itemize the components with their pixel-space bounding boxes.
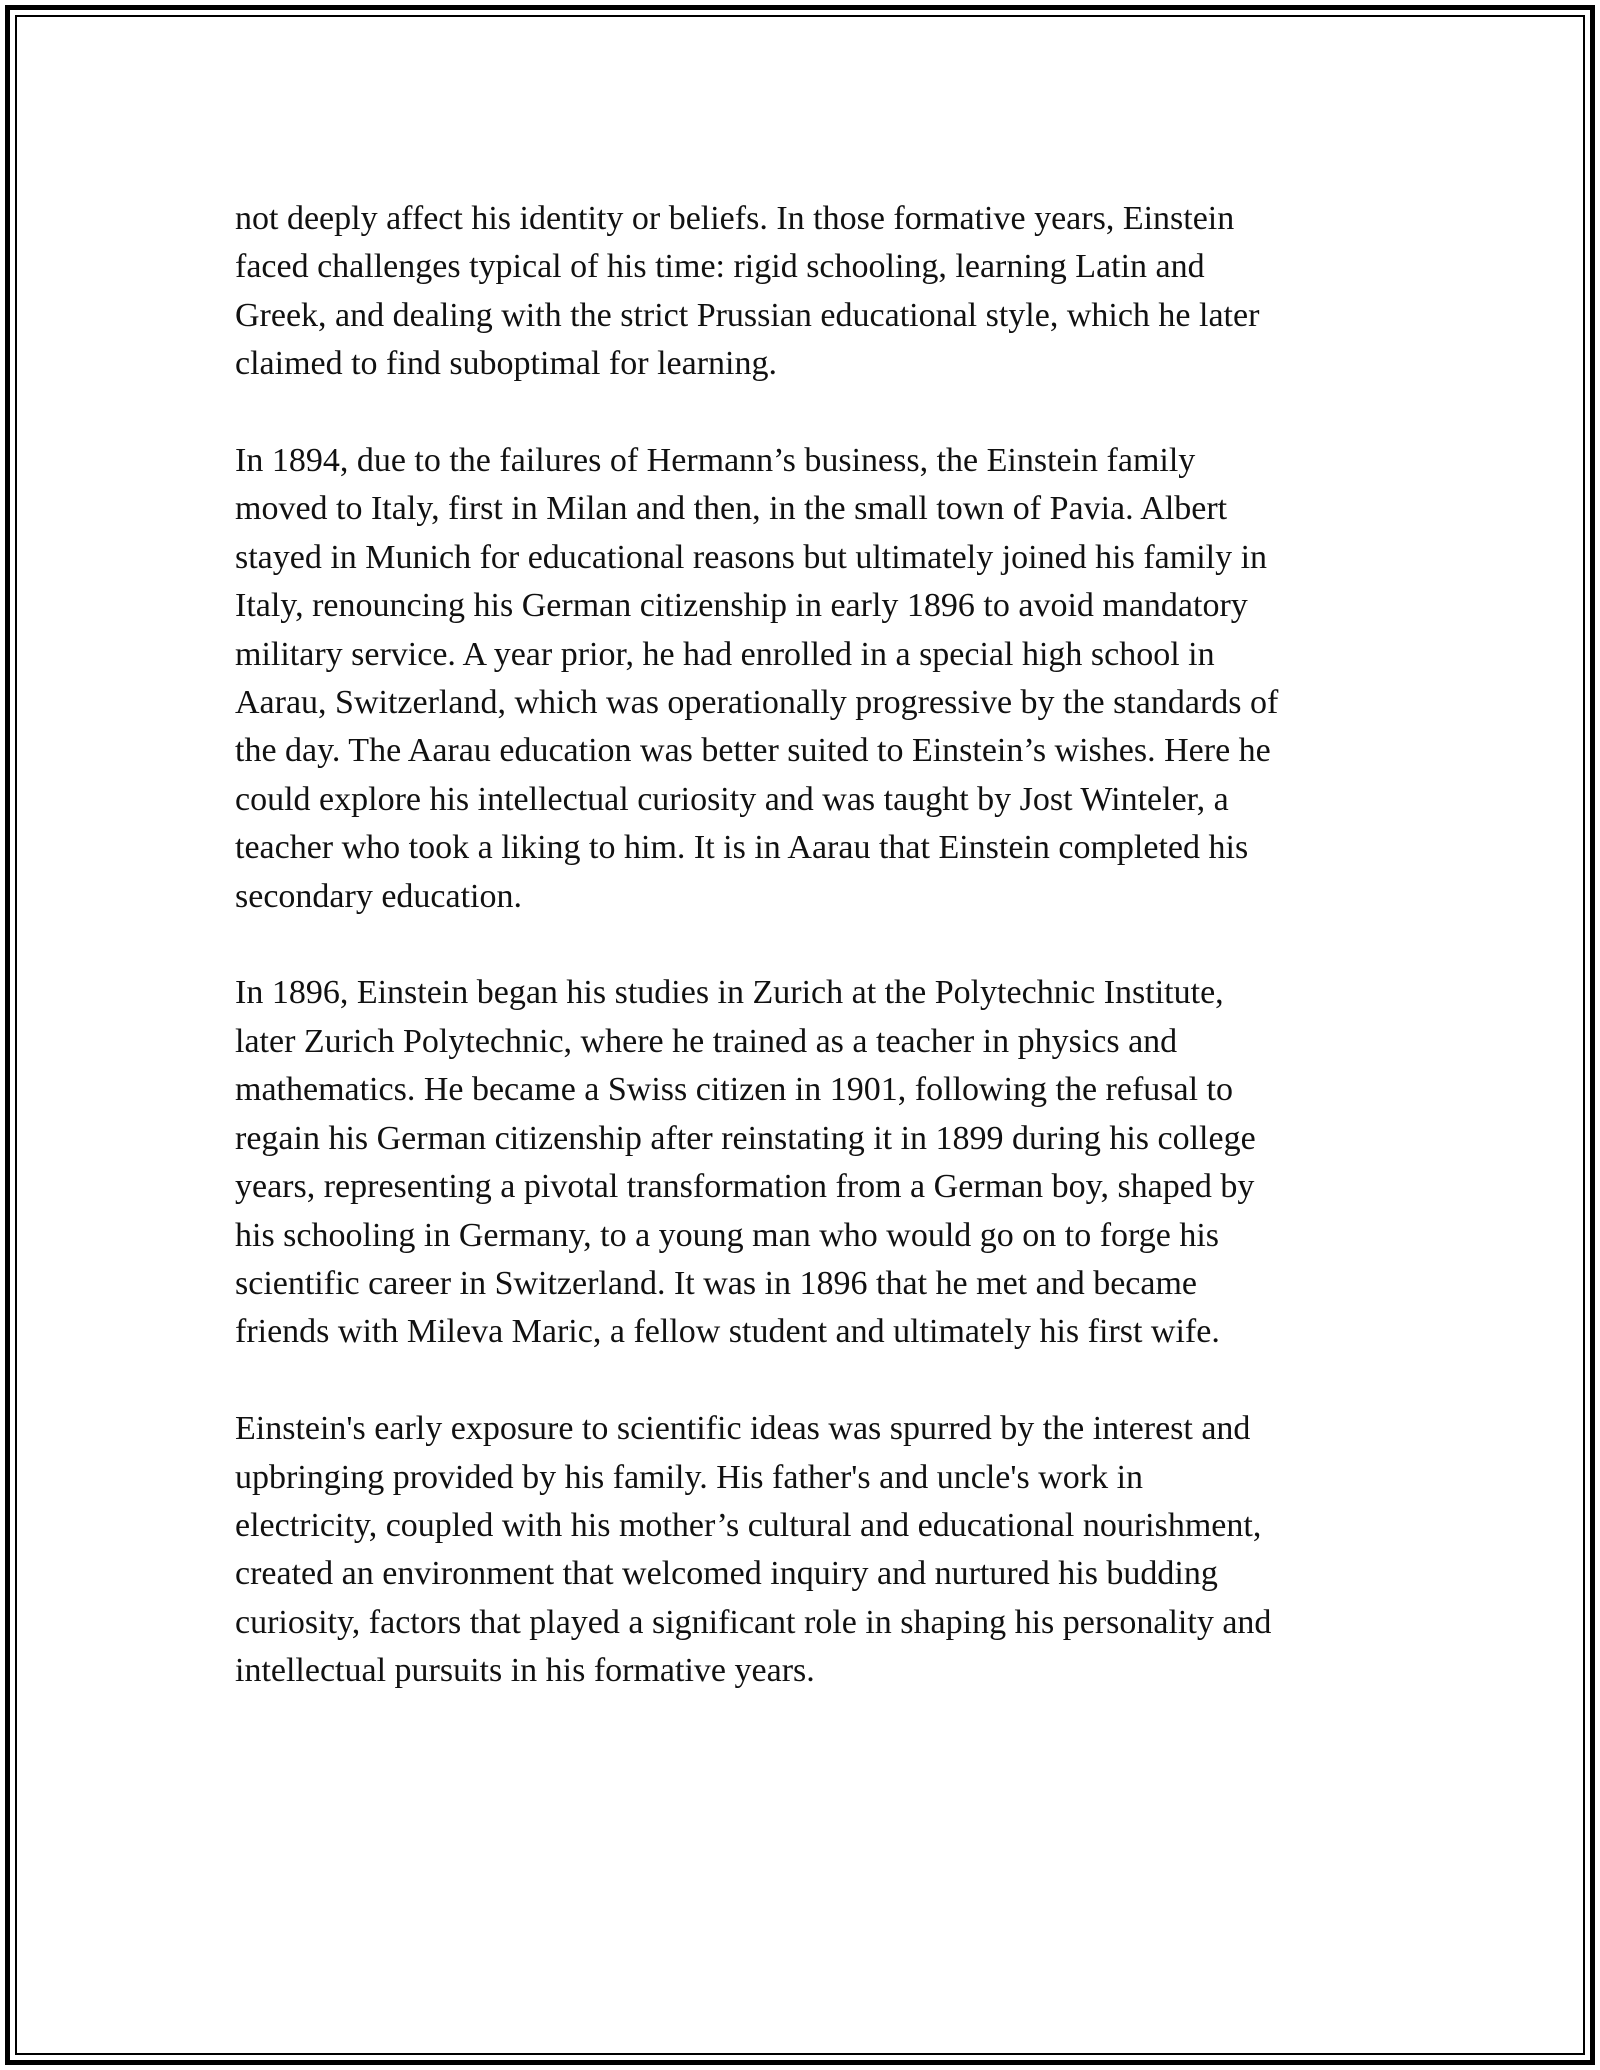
paragraph-line: Italy, renouncing his German citizenship in early 1896 to avoid mandatory xyxy=(235,587,1248,625)
paragraph-line: stayed in Munich for educational reasons but ultimately joined his family in xyxy=(235,538,1268,576)
paragraph-line: curiosity, factors that played a significant role in shaping his personality and xyxy=(235,1603,1272,1641)
paragraph-line: teacher who took a liking to him. It is in Aarau that Einstein completed his xyxy=(235,829,1249,867)
page-frame xyxy=(5,5,1595,2065)
paragraph-line: years, representing a pivotal transformation from a German boy, shaped by xyxy=(235,1168,1255,1206)
paragraph-line: friends with Mileva Maric, a fellow student and ultimately his first wife. xyxy=(235,1313,1220,1351)
paragraph-line: could explore his intellectual curiosity and was taught by Jost Winteler, a xyxy=(235,780,1229,818)
paragraph-line: upbringing provided by his family. His father's and uncle's work in xyxy=(235,1458,1144,1496)
paragraph-1 xyxy=(235,195,1380,389)
paragraph-line: regain his German citizenship after reinstating it in 1899 during his college xyxy=(235,1119,1256,1157)
document-body xyxy=(235,195,1380,1696)
paragraph-line: created an environment that welcomed inquiry and nurtured his budding xyxy=(235,1555,1218,1593)
paragraph-line: Greek, and dealing with the strict Prussian educational style, which he later xyxy=(235,296,1260,334)
paragraph-3 xyxy=(235,969,1380,1356)
paragraph-line: not deeply affect his identity or beliefs. In those formative years, Einstein xyxy=(235,200,1235,237)
paragraph-line: Aarau, Switzerland, which was operationally progressive by the standards of xyxy=(235,684,1279,722)
paragraph-line: faced challenges typical of his time: rigid schooling, learning Latin and xyxy=(235,248,1205,286)
paragraph-line: intellectual pursuits in his formative years. xyxy=(235,1652,815,1690)
paragraph-line: secondary education. xyxy=(235,877,522,915)
paragraph-line: electricity, coupled with his mother’s cultural and educational nourishment, xyxy=(235,1506,1262,1544)
paragraph-line: moved to Italy, first in Milan and then, in the small town of Pavia. Albert xyxy=(235,490,1228,528)
paragraph-line: mathematics. He became a Swiss citizen in 1901, following the refusal to xyxy=(235,1071,1234,1109)
paragraph-2 xyxy=(235,437,1380,921)
paragraph-line: claimed to find suboptimal for learning. xyxy=(235,345,777,383)
paragraph-line: the day. The Aarau education was better suited to Einstein’s wishes. Here he xyxy=(235,732,1271,770)
paragraph-line: later Zurich Polytechnic, where he trained as a teacher in physics and xyxy=(235,1022,1178,1060)
paragraph-4 xyxy=(235,1405,1380,1695)
paragraph-line: Einstein's early exposure to scientific ideas was spurred by the interest and xyxy=(235,1410,1251,1448)
paragraph-line: his schooling in Germany, to a young man who would go on to forge his xyxy=(235,1216,1220,1254)
paragraph-line: In 1894, due to the failures of Hermann’s business, the Einstein family xyxy=(235,442,1196,480)
paragraph-line: scientific career in Switzerland. It was in 1896 that he met and became xyxy=(235,1264,1198,1302)
paragraph-line: In 1896, Einstein began his studies in Zurich at the Polytechnic Institute, xyxy=(235,974,1224,1012)
paragraph-line: military service. A year prior, he had enrolled in a special high school in xyxy=(235,635,1215,673)
